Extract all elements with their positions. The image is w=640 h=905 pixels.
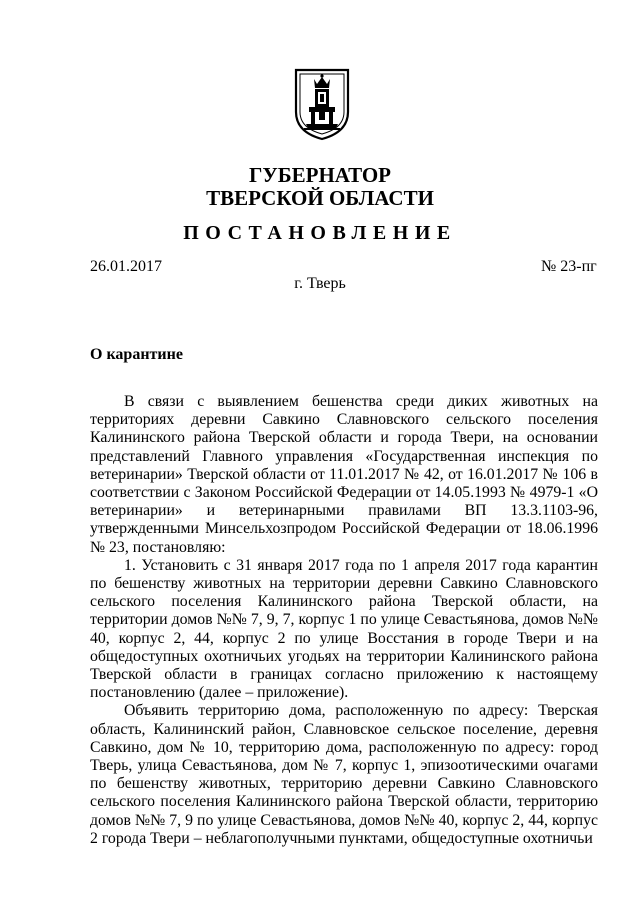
- document-body: [90, 393, 598, 848]
- document-date: 26.01.2017: [90, 258, 162, 275]
- document-type: ПОСТАНОВЛЕНИЕ: [183, 222, 457, 244]
- document-city: г. Тверь: [294, 275, 346, 292]
- issuer-title-line1: ГУБЕРНАТОР: [248, 163, 392, 187]
- document-number: № 23-пг: [541, 258, 597, 275]
- document-subject: О карантине: [90, 346, 183, 363]
- issuer-title-line2: ТВЕРСКОЙ ОБЛАСТИ: [206, 186, 434, 210]
- body-paragraph-1: В связи с выявлением бешенства среди диких животных на территориях деревни Савкино Славновского сельского поселения Калининского района Тверской области и города Твери, на основании представлений Главного управления «Государственная инспекция по ветеринарии» Тверской области от 11.01.2017 № 42, от 16.01.2017 № 106 в соответствии с Законом Российской Федерации от 14.05.1993 № 4979-1 «О ветеринарии» и ветеринарными правилами ВП 13.3.1103-96, утвержденными Минсельхозпродом Российской Федерации от 18.06.1996 № 23, постановляю:: [90, 393, 598, 556]
- body-paragraph-3: Объявить территорию дома, расположенную по адресу: Тверская область, Калининский район, Славновское сельское поселение, деревня Савкино, дом № 10, территорию дома, расположенную по адресу: город Тверь, улица Севастьянова, дом № 7, корпус 1, эпизоотическими очагами по бешенству животных, территорию деревни Савкино Славновского сельского поселения Калининского района Тверской области, территорию домов №№ 7, 9 по улице Севастьянова, домов №№ 40, корпус 2, 44, корпус 2 города Твери – неблагополучными пунктами, общедоступные охотничьи: [90, 702, 598, 847]
- body-paragraph-2: 1. Установить с 31 января 2017 года по 1 апреля 2017 года карантин по бешенству животных на территории деревни Савкино Славновского сельского поселения Калининского района Тверской области, на территории домов №№ 7, 9, 7, корпус 1 по улице Севастьянова, домов №№ 40, корпус 2, 44, корпус 2 по улице Восстания в городе Твери и на общедоступных охотничьих угодьях на территории Калининского района Тверской области в границах согласно приложению к настоящему постановлению (далее – приложение).: [90, 556, 598, 702]
- tver-coat-of-arms-icon: [292, 66, 352, 142]
